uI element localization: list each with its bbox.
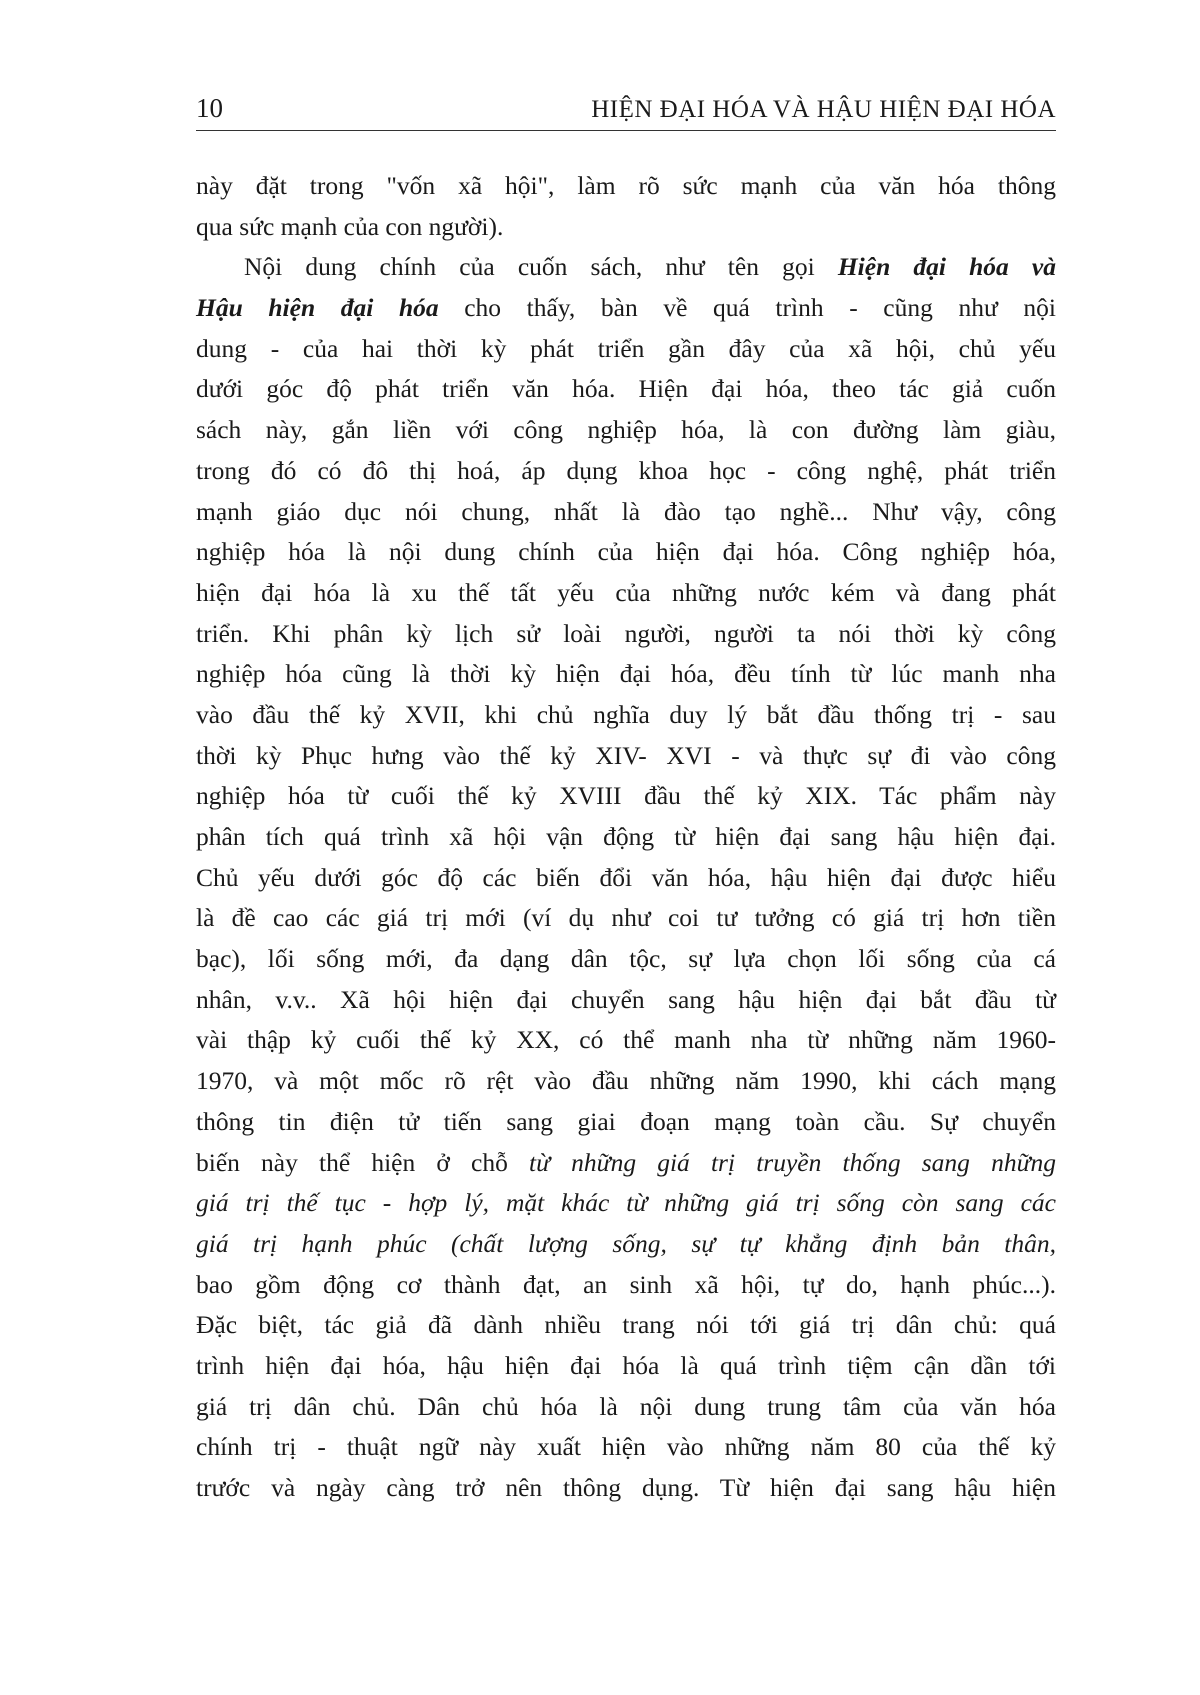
text-line: thông tin điện tử tiến sang giai đoạn mạng toàn cầu. Sự chuyển <box>196 1106 1056 1136</box>
text-run: biến này thể hiện ở chỗ <box>196 1147 530 1177</box>
text-line <box>196 247 1056 288</box>
text-line: sách này, gắn liền với công nghiệp hóa, là con đường làm giàu, <box>196 415 1056 445</box>
text-line: mạnh giáo dục nói chung, nhất là đào tạo nghề... Như vậy, công <box>196 496 1056 526</box>
page-number: 10 <box>196 93 223 123</box>
text-line: dưới góc độ phát triển văn hóa. Hiện đại hóa, theo tác giả cuốn <box>196 374 1056 404</box>
text-line: trình hiện đại hóa, hậu hiện đại hóa là quá trình tiệm cận dần tới <box>196 1350 1056 1380</box>
text-line: trong đó có đô thị hoá, áp dụng khoa học - công nghệ, phát triển <box>196 455 1056 485</box>
text-line: thời kỳ Phục hưng vào thế kỷ XIV- XVI - và thực sự đi vào công <box>196 740 1056 770</box>
body-text <box>196 166 1056 1509</box>
text-line: chính trị - thuật ngữ này xuất hiện vào những năm 80 của thế kỷ <box>196 1432 1056 1462</box>
book-title-emphasis: Hiện đại hóa và <box>837 252 1056 282</box>
text-line: giá trị thế tục - hợp lý, mặt khác từ những giá trị sống còn sang các <box>196 1188 1056 1218</box>
text-run: cho thấy, bàn về quá trình - cũng như nội <box>438 293 1056 323</box>
italic-emphasis: từ những giá trị truyền thống sang những <box>529 1147 1056 1177</box>
page-header <box>196 88 1056 131</box>
text-line: 1970, và một mốc rõ rệt vào đầu những năm 1990, khi cách mạng <box>196 1066 1056 1096</box>
text-line: nghiệp hóa cũng là thời kỳ hiện đại hóa, đều tính từ lúc manh nha <box>196 659 1056 689</box>
text-line: phân tích quá trình xã hội vận động từ hiện đại sang hậu hiện đại. <box>196 822 1056 851</box>
text-line: nghiệp hóa là nội dung chính của hiện đại hóa. Công nghiệp hóa, <box>196 537 1056 567</box>
text-line: Chủ yếu dưới góc độ các biến đổi văn hóa, hậu hiện đại được hiểu <box>196 862 1056 892</box>
text-line: này đặt trong "vốn xã hội", làm rõ sức mạnh của văn hóa thông <box>196 171 1056 200</box>
text-line: vào đầu thế kỷ XVII, khi chủ nghĩa duy lý bắt đầu thống trị - sau <box>196 699 1056 729</box>
text-line: nghiệp hóa từ cuối thế kỷ XVIII đầu thế kỷ XIX. Tác phẩm này <box>196 781 1056 811</box>
book-title-emphasis: Hậu hiện đại hóa <box>196 293 439 323</box>
text-line: bao gồm động cơ thành đạt, an sinh xã hội, tự do, hạnh phúc...). <box>196 1269 1056 1299</box>
text-line: hiện đại hóa là xu thế tất yếu của những nước kém và đang phát <box>196 577 1056 607</box>
text-line: triển. Khi phân kỳ lịch sử loài người, người ta nói thời kỳ công <box>196 618 1056 648</box>
text-line: giá trị dân chủ. Dân chủ hóa là nội dung trung tâm của văn hóa <box>196 1391 1056 1421</box>
text-line: nhân, v.v.. Xã hội hiện đại chuyển sang hậu hiện đại bắt đầu từ <box>196 984 1056 1014</box>
text-line: vài thập kỷ cuối thế kỷ XX, có thể manh nha từ những năm 1960- <box>196 1025 1056 1055</box>
text-line: bạc), lối sống mới, đa dạng dân tộc, sự lựa chọn lối sống của cá <box>196 944 1056 974</box>
text-line: trước và ngày càng trở nên thông dụng. Từ hiện đại sang hậu hiện <box>196 1473 1056 1502</box>
text-line: Đặc biệt, tác giả đã dành nhiều trang nói tới giá trị dân chủ: quá <box>196 1310 1056 1340</box>
running-title: HIỆN ĐẠI HÓA VÀ HẬU HIỆN ĐẠI HÓA <box>591 96 1056 123</box>
text-line: giá trị hạnh phúc (chất lượng sống, sự tự khẳng định bản thân, <box>196 1228 1056 1258</box>
text-line: dung - của hai thời kỳ phát triển gần đây của xã hội, chủ yếu <box>196 333 1056 363</box>
text-line: là đề cao các giá trị mới (ví dụ như coi tư tưởng có giá trị hơn tiền <box>196 903 1056 933</box>
text-line <box>196 288 1056 329</box>
text-run: Nội dung chính của cuốn sách, như tên gọi <box>244 252 838 282</box>
text-line <box>196 1143 1056 1184</box>
text-line: qua sức mạnh của con người). <box>196 211 504 241</box>
